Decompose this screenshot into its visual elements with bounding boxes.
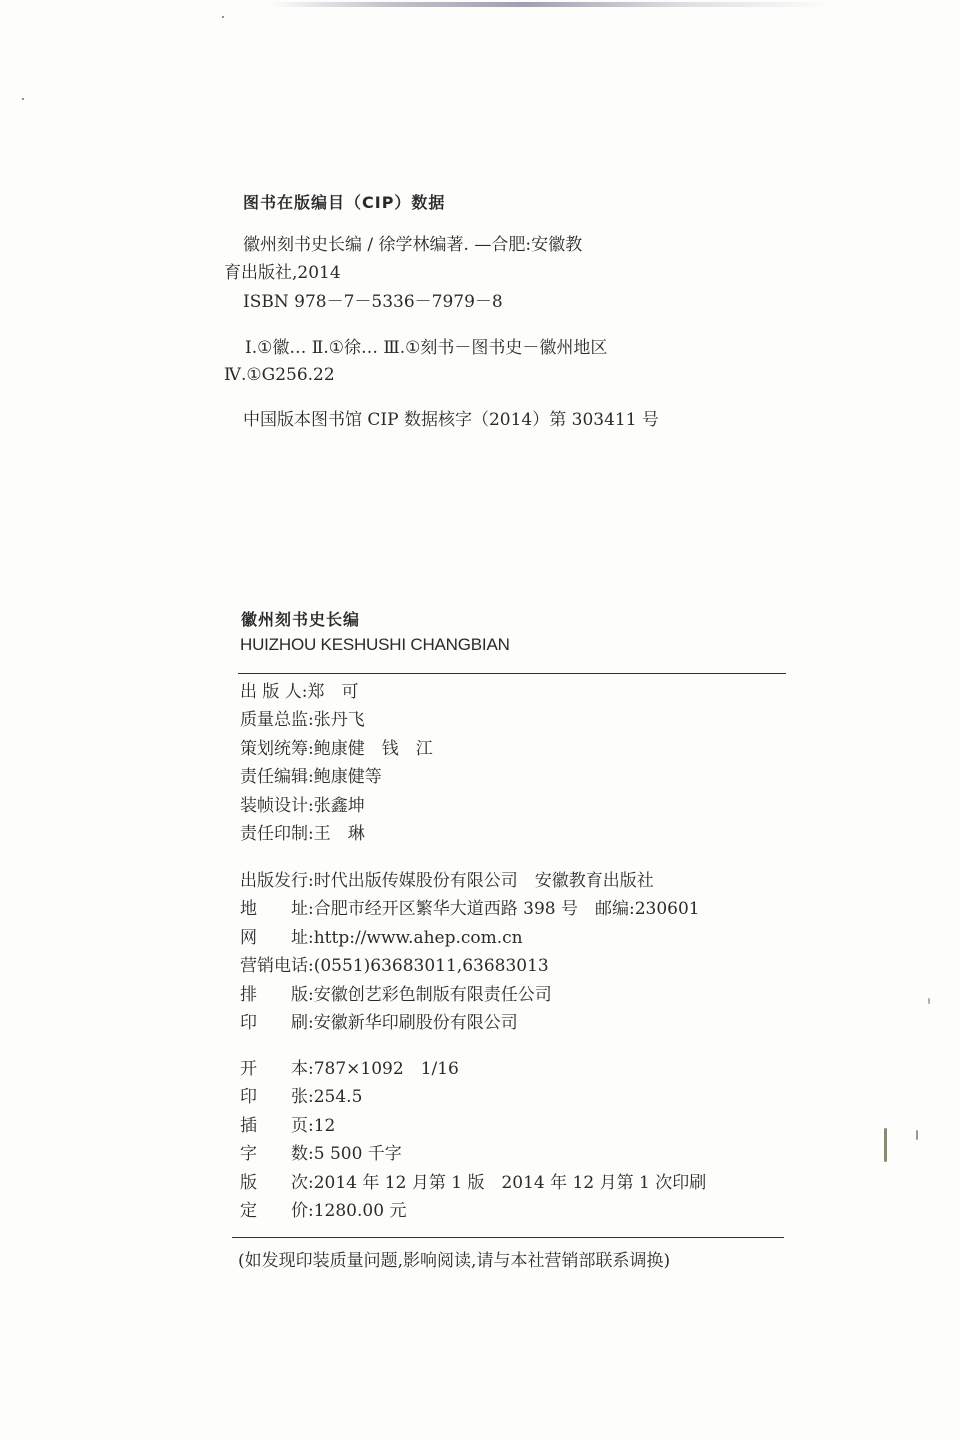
spec-value: 1280.00 元: [313, 1201, 407, 1221]
spec-value: 787×1092 1/16: [313, 1059, 459, 1079]
publisher-label: 出版发行:: [240, 871, 314, 891]
spec-inserts: [240, 1115, 335, 1137]
scan-speck: [222, 16, 224, 18]
credit-label: 装帧设计:: [240, 796, 314, 816]
credit-editor: [240, 766, 382, 788]
book-title-pinyin: HUIZHOU KESHUSHI CHANGBIAN: [240, 635, 510, 654]
spec-format: [240, 1058, 459, 1080]
spec-value: 5 500 千字: [313, 1144, 402, 1164]
publisher-website: [240, 927, 523, 949]
cip-title-line: 徽州刻书史长编 / 徐学林编著. —合肥:安徽教: [243, 235, 583, 255]
scan-speck: [916, 1130, 918, 1140]
credit-publisher-person: [240, 681, 359, 703]
book-title: 徽州刻书史长编: [241, 610, 361, 629]
publisher-value: http://www.ahep.com.cn: [313, 928, 523, 948]
scan-speck: [884, 1128, 887, 1162]
spec-word-count: [240, 1143, 402, 1165]
spec-value: 12: [313, 1116, 336, 1136]
spec-label: 版 次:: [240, 1173, 314, 1193]
cip-isbn: ISBN 978－7－5336－7979－8: [243, 292, 503, 312]
publisher-phone: [240, 955, 549, 977]
scan-speck: [22, 98, 24, 100]
publisher-label: 排 版:: [240, 985, 314, 1005]
cip-heading: 图书在版编目（CIP）数据: [243, 193, 446, 212]
credit-label: 责任印制:: [240, 824, 314, 844]
spec-edition: [240, 1172, 706, 1194]
quality-notice: (如发现印装质量问题,影响阅读,请与本社营销部联系调换): [238, 1251, 671, 1271]
publisher-printing: [240, 1012, 518, 1034]
spec-value: 254.5: [313, 1087, 363, 1107]
publisher-label: 地 址:: [240, 899, 314, 919]
spec-label: 字 数:: [240, 1144, 314, 1164]
spec-label: 印 张:: [240, 1087, 314, 1107]
spec-label: 定 价:: [240, 1201, 314, 1221]
cip-verification: 中国版本图书馆 CIP 数据核字（2014）第 303411 号: [243, 410, 659, 430]
divider-rule: [232, 1237, 784, 1238]
publisher-value: (0551)63683011,63683013: [313, 956, 549, 976]
publisher-value: 合肥市经开区繁华大道西路 398 号 邮编:230601: [313, 899, 700, 919]
spec-value: 2014 年 12 月第 1 版 2014 年 12 月第 1 次印刷: [313, 1173, 707, 1193]
cip-publisher-line: 育出版社,2014: [224, 263, 341, 283]
publisher-distribution: [240, 870, 654, 892]
credit-design: [240, 795, 365, 817]
spec-label: 插 页:: [240, 1116, 314, 1136]
credit-label: 质量总监:: [240, 710, 314, 730]
publisher-value: 安徽新华印刷股份有限公司: [313, 1013, 518, 1033]
divider-rule: [238, 673, 786, 674]
cip-classification: Ⅰ.①徽… Ⅱ.①徐… Ⅲ.①刻书－图书史－徽州地区: [245, 338, 608, 358]
publisher-typesetting: [240, 984, 552, 1006]
spec-label: 开 本:: [240, 1059, 314, 1079]
credit-value: 张丹飞: [313, 710, 365, 730]
publisher-label: 网 址:: [240, 928, 314, 948]
scan-speck: [928, 998, 930, 1004]
cip-classification-number: Ⅳ.①G256.22: [224, 365, 335, 385]
credit-value: 鲍康健 钱 江: [313, 739, 433, 759]
publisher-label: 印 刷:: [240, 1013, 314, 1033]
publisher-label: 营销电话:: [240, 956, 314, 976]
spec-sheets: [240, 1086, 362, 1108]
publisher-value: 时代出版传媒股份有限公司 安徽教育出版社: [313, 871, 654, 891]
credit-label: 责任编辑:: [240, 767, 314, 787]
credit-value: 张鑫坤: [313, 796, 365, 816]
credit-value: 鲍康健等: [313, 767, 382, 787]
credit-planning: [240, 738, 433, 760]
credit-value: 王 琳: [313, 824, 365, 844]
credit-label: 策划统筹:: [240, 739, 314, 759]
credit-value: 郑 可: [307, 682, 359, 702]
credit-quality-director: [240, 709, 365, 731]
publisher-address: [240, 898, 700, 920]
credit-printing-supervisor: [240, 823, 365, 845]
scan-artifact: [270, 2, 830, 7]
credit-label: 出 版 人:: [240, 682, 308, 702]
publisher-value: 安徽创艺彩色制版有限责任公司: [313, 985, 552, 1005]
spec-price: [240, 1200, 406, 1222]
